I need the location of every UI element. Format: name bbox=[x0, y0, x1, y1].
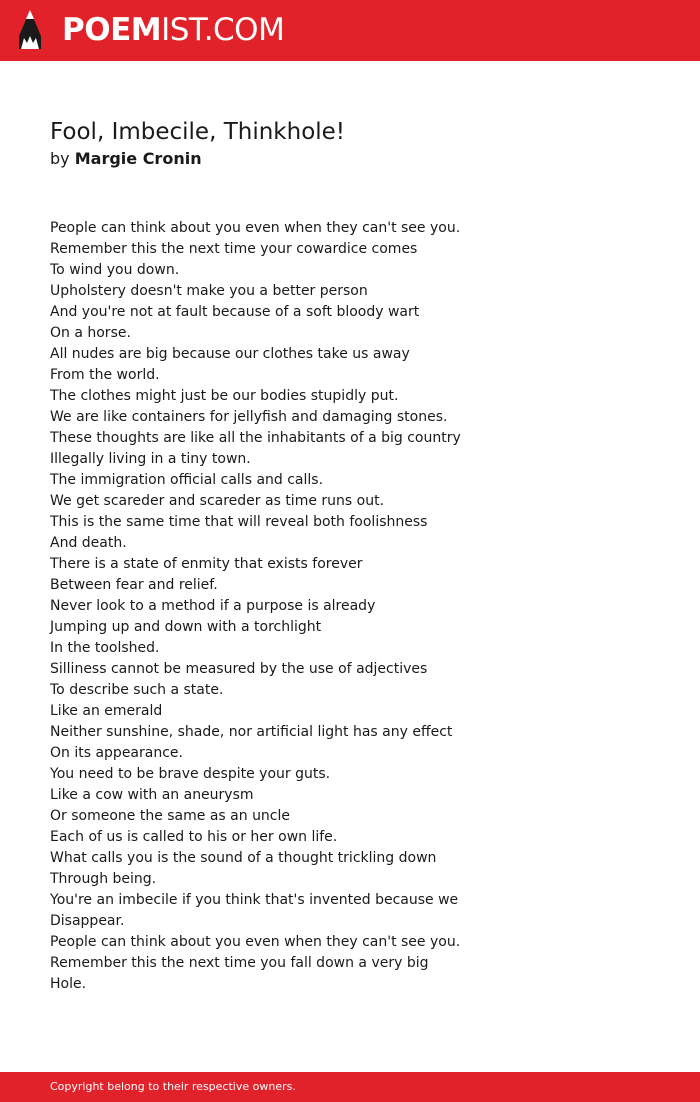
poem-line: You're an imbecile if you think that's invented because we bbox=[50, 892, 459, 908]
poem-line: And death. bbox=[50, 535, 127, 551]
poem-line: Like an emerald bbox=[50, 703, 163, 719]
poem-line: The immigration official calls and calls. bbox=[50, 472, 324, 488]
poem-line: Disappear. bbox=[50, 913, 125, 929]
poem-title: Fool, Imbecile, Thinkhole! bbox=[50, 119, 346, 145]
logo-bold-text: POEM bbox=[62, 12, 162, 48]
site-logo[interactable] bbox=[62, 10, 284, 50]
poem-line: People can think about you even when they can't see you. bbox=[50, 220, 461, 236]
poem-line: Remember this the next time you fall down a very big bbox=[50, 955, 429, 971]
author-name: Margie Cronin bbox=[74, 149, 202, 168]
site-header bbox=[0, 0, 700, 61]
poem-line: Each of us is called to his or her own life. bbox=[50, 829, 338, 845]
by-label: by bbox=[50, 149, 70, 168]
poem-body bbox=[50, 218, 461, 995]
poem-line: Remember this the next time your cowardice comes bbox=[50, 241, 418, 257]
poem-line: Through being. bbox=[50, 871, 157, 887]
site-footer bbox=[0, 1072, 700, 1102]
poem-line: On a horse. bbox=[50, 325, 131, 341]
poem-line: Never look to a method if a purpose is already bbox=[50, 598, 376, 614]
poem-line: In the toolshed. bbox=[50, 640, 160, 656]
poem-line: Neither sunshine, shade, nor artificial light has any effect bbox=[50, 724, 453, 740]
poem-line: From the world. bbox=[50, 367, 160, 383]
poem-line: Like a cow with an aneurysm bbox=[50, 787, 254, 803]
poem-line: What calls you is the sound of a thought trickling down bbox=[50, 850, 437, 866]
poem-line: Upholstery doesn't make you a better person bbox=[50, 283, 368, 299]
poem-line: Hole. bbox=[50, 976, 87, 992]
logo-light-text: IST.COM bbox=[161, 12, 285, 48]
poem-line: These thoughts are like all the inhabitants of a big country bbox=[50, 430, 461, 446]
poem-line: Between fear and relief. bbox=[50, 577, 218, 593]
poem-line: The clothes might just be our bodies stupidly put. bbox=[50, 388, 399, 404]
poem-line: Or someone the same as an uncle bbox=[50, 808, 291, 824]
poem-line: Silliness cannot be measured by the use of adjectives bbox=[50, 661, 428, 677]
poem-line: On its appearance. bbox=[50, 745, 183, 761]
poem-line: You need to be brave despite your guts. bbox=[50, 766, 331, 782]
byline bbox=[50, 148, 202, 170]
poem-line: People can think about you even when they can't see you. bbox=[50, 934, 461, 950]
poem-line: This is the same time that will reveal both foolishness bbox=[50, 514, 428, 530]
copyright-text: Copyright belong to their respective owners. bbox=[50, 1080, 296, 1093]
poem-line: And you're not at fault because of a soft bloody wart bbox=[50, 304, 420, 320]
poem-line: Illegally living in a tiny town. bbox=[50, 451, 251, 467]
poem-line: To wind you down. bbox=[50, 262, 180, 278]
poem-line: All nudes are big because our clothes take us away bbox=[50, 346, 410, 362]
poem-line: We get scareder and scareder as time runs out. bbox=[50, 493, 385, 509]
poem-line: To describe such a state. bbox=[50, 682, 224, 698]
poem-line: We are like containers for jellyfish and damaging stones. bbox=[50, 409, 448, 425]
poem-line: Jumping up and down with a torchlight bbox=[50, 619, 322, 635]
pencil-tip-icon bbox=[18, 9, 42, 51]
poem-line: There is a state of enmity that exists forever bbox=[50, 556, 363, 572]
